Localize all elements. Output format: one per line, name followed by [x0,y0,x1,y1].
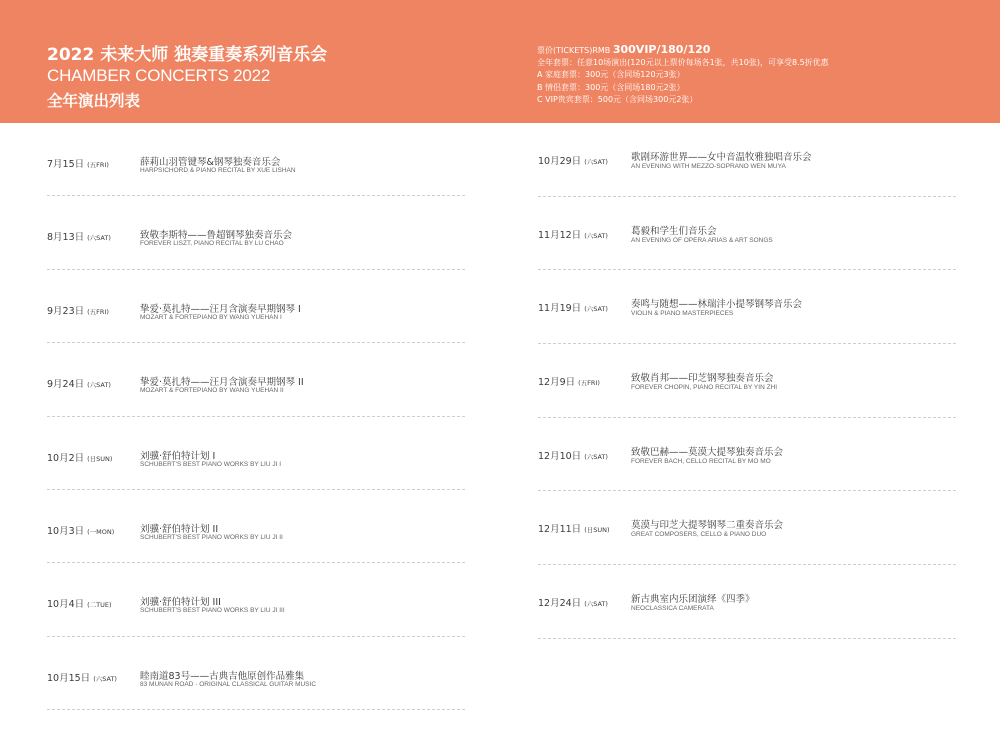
concert-date: 10月4日 (二TUE) [47,599,112,611]
concert-date: 10月3日 (一MON) [47,525,115,537]
concert-title-en: SCHUBERT'S BEST PIANO WORKS BY LIU JI II [140,533,283,541]
concert-weekday: (五FRI) [578,379,600,388]
concert-weekday: (日SUN) [87,454,113,463]
concert-weekday: (五FRI) [87,161,109,169]
concert-date: 12月10日 (六SAT) [538,450,608,462]
concert-weekday: (一MON) [87,527,115,536]
concert-row [538,123,956,197]
concert-weekday: (六SAT) [584,231,608,240]
concert-title-cn: 新古典室内乐团演绎《四季》 [631,594,755,606]
concert-weekday: (六SAT) [584,158,608,166]
concert-row [47,563,465,636]
concert-title-en: HARPSICHORD & PIANO RECITAL BY XUE LISHAN [140,167,296,174]
concert-row [47,196,465,269]
concert-title-cn: 薛莉山羽管键琴&钢琴独奏音乐会 [140,157,281,168]
concert-row [47,490,465,563]
concert-title-cn: 睦南道83号——古典吉他原创作品雅集 [140,670,305,682]
package-a: A 家庭套票：300元（含同场120元3张） [537,70,685,80]
concert-title-en: FOREVER CHOPIN, PIANO RECITAL BY YIN ZHI [631,384,778,392]
concert-title-en: AN EVENING WITH MEZZO-SOPRANO WEN MUYA [631,163,786,170]
concert-date: 12月9日 (五FRI) [538,377,600,389]
concert-title-cn: 奏鸣与随想——林瑞沣小提琴钢琴音乐会 [631,299,803,311]
concert-title-en: FOREVER LISZT, PIANO RECITAL BY LU CHAO [140,240,284,248]
package-b: B 情侣套票：300元（含同场180元2张） [537,82,685,92]
concert-weekday: (二TUE) [87,601,112,610]
concert-date: 12月11日 (日SUN) [538,524,610,536]
concert-weekday: (六SAT) [584,600,608,609]
concert-date: 10月2日 (日SUN) [47,452,113,464]
concert-date: 12月24日 (六SAT) [538,598,608,610]
page-subtitle-en: CHAMBER CONCERTS 2022 [47,66,271,85]
concert-title-en: MOZART & FORTEPIANO BY WANG YUEHAN I [140,313,282,321]
concert-row [47,343,465,416]
concert-title-en: SCHUBERT'S BEST PIANO WORKS BY LIU JI I [140,460,282,468]
concert-list-right [538,123,956,639]
concert-date: 11月12日 (六SAT) [538,229,608,241]
concert-date: 10月15日 (六SAT) [47,672,117,684]
concert-row [47,417,465,490]
concert-title-en: SCHUBERT'S BEST PIANO WORKS BY LIU JI III [140,607,285,615]
concert-date: 8月13日 (六SAT) [47,232,111,244]
page-title: 2022 未来大师 独奏重奏系列音乐会 [47,45,328,65]
concert-date: 7月15日 (五FRI) [47,159,109,170]
concert-date: 11月19日 (六SAT) [538,303,608,315]
concert-row [538,491,956,565]
concert-row [538,565,956,639]
concert-title-en: NEOCLASSICA CAMERATA [631,605,714,613]
package-c: C VIP贵宾套票：500元（含同场300元2张） [537,94,698,104]
concert-date: 10月29日 (六SAT) [538,156,608,167]
concert-title-cn: 刘骥·舒伯特计划 III [140,597,221,609]
header-banner [0,0,1000,123]
list-heading: 全年演出列表 [47,92,141,110]
concert-title-cn: 致敬巴赫——莫漠大提琴独奏音乐会 [631,446,784,458]
concert-row [47,123,465,196]
concert-list-left [47,123,465,710]
concert-weekday: (六SAT) [584,305,608,314]
concert-row [47,637,465,710]
concert-date: 9月23日 (五FRI) [47,305,109,317]
ticket-price-values: 300VIP/180/120 [612,43,711,56]
concert-title-en: VIOLIN & PIANO MASTERPIECES [631,310,734,318]
concert-title-cn: 葛毅和学生们音乐会 [631,225,717,237]
concert-row [538,197,956,271]
concert-title-cn: 挚爱·莫扎特——汪月含演奏早期钢琴 II [140,377,304,389]
concert-row [538,418,956,492]
concert-row [47,270,465,343]
concert-title-en: FOREVER BACH, CELLO RECITAL BY MO MO [631,457,771,465]
concert-row [538,270,956,344]
ticket-info [537,44,829,106]
concert-weekday: (五FRI) [87,307,109,316]
concert-title-cn: 刘骥·舒伯特计划 I [140,450,216,462]
concert-title-cn: 挚爱·莫扎特——汪月含演奏早期钢琴 I [140,303,301,315]
concert-weekday: (六SAT) [87,381,111,390]
ticket-price-label: 票价(TICKETS)RMB [537,46,613,55]
concert-weekday: (日SUN) [584,526,610,535]
concert-weekday: (六SAT) [93,674,117,683]
concert-title-en: AN EVENING OF OPERA ARIAS & ART SONGS [631,236,773,244]
concert-title-en: MOZART & FORTEPIANO BY WANG YUEHAN II [140,387,284,395]
annual-package: 全年套票：任意10场演出(120元以上票价每场各1张，共10张)，可享受8.5折优惠 [537,58,829,68]
concert-title-cn: 致敬肖邦——印芝钢琴独奏音乐会 [631,373,774,385]
concert-title-en: 83 MUNAN ROAD · ORIGINAL CLASSICAL GUITAR MUSIC [140,680,317,688]
concert-title-cn: 莫漠与印芝大提琴钢琴二重奏音乐会 [631,520,784,532]
concert-title-en: GREAT COMPOSERS, CELLO & PIANO DUO [631,531,767,539]
concert-title-cn: 刘骥·舒伯特计划 II [140,523,219,535]
concert-title-cn: 歌剧环游世界——女中音温牧雅独唱音乐会 [631,152,812,163]
ticket-price [537,44,829,57]
concert-date: 9月24日 (六SAT) [47,379,111,391]
concert-weekday: (六SAT) [87,234,111,243]
concert-row [538,344,956,418]
concert-title-cn: 致敬李斯特——鲁超钢琴独奏音乐会 [140,230,293,242]
concert-weekday: (六SAT) [584,452,608,461]
